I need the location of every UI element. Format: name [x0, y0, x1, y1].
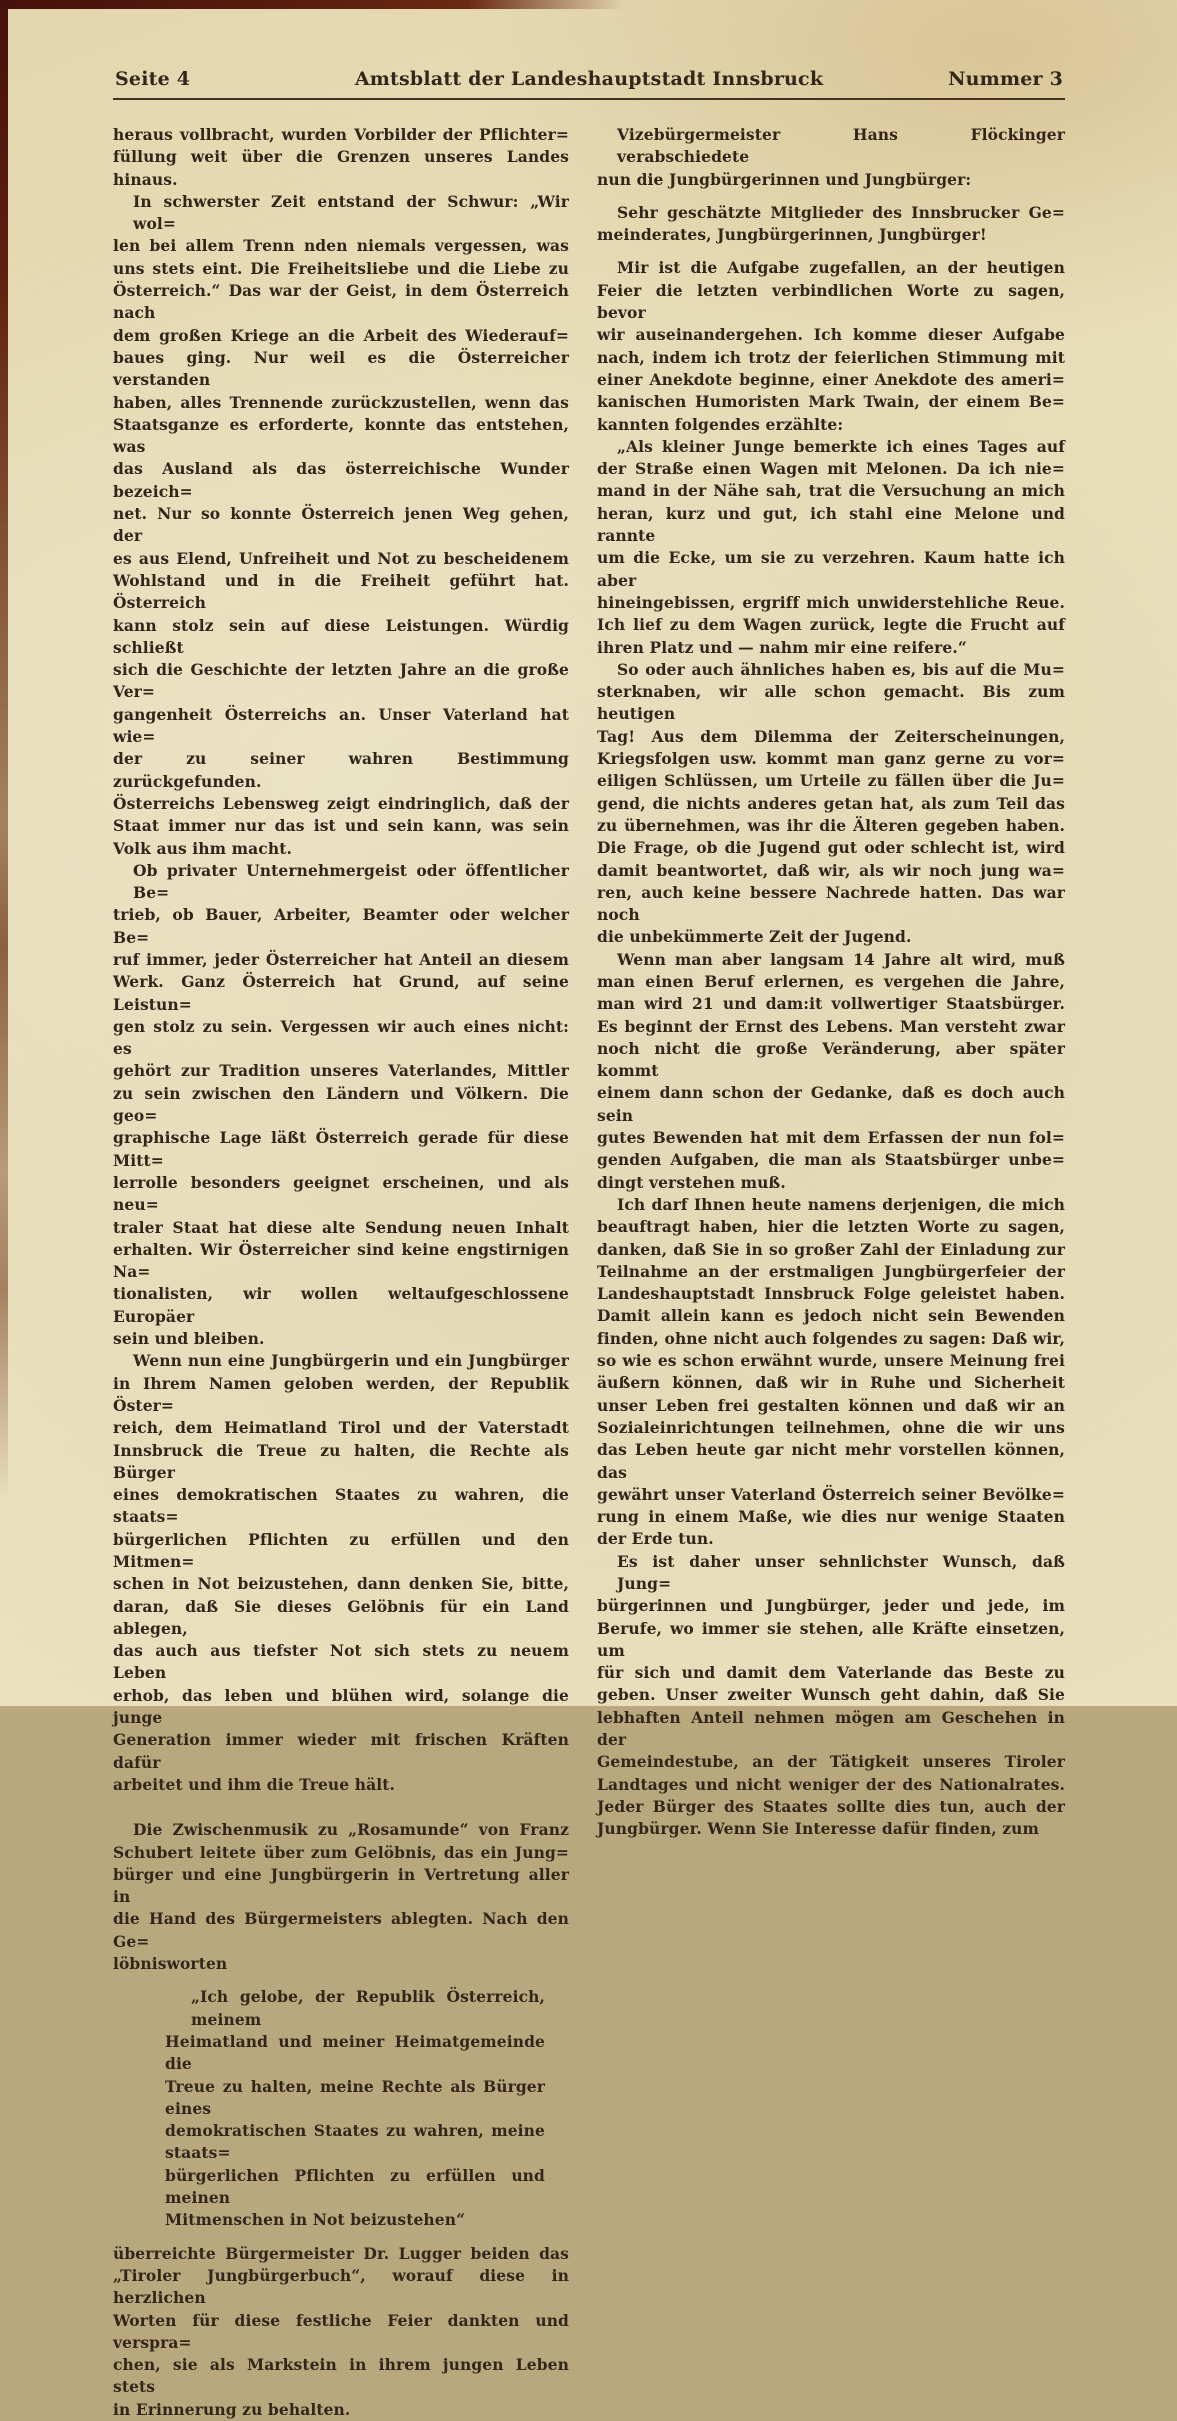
text-line: in Ihrem Namen geloben werden, der Republik Öster=: [113, 1373, 569, 1415]
paragraph: [597, 257, 1065, 435]
text-line: Heimatland und meiner Heimatgemeinde die: [165, 2031, 545, 2074]
text-line: für sich und damit dem Vaterlande das Beste zu: [597, 1663, 1065, 1683]
text-line: net. Nur so konnte Österreich jenen Weg gehen, der: [113, 504, 569, 546]
text-line: wir auseinandergehen. Ich komme dieser Aufgabe: [597, 325, 1065, 345]
text-line: Die Zwischenmusik zu „Rosamunde“ von Franz: [133, 1820, 569, 1840]
text-line: Gemeindestube, an der Tätigkeit unseres Tiroler: [597, 1752, 1065, 1772]
text-line: Landtages und nicht weniger der des Nationalrates.: [597, 1774, 1065, 1794]
text-line: tionalisten, wir wollen weltaufgeschlossene Europäer: [113, 1284, 569, 1326]
text-line: finden, ohne nicht auch folgendes zu sagen: Daß wir,: [597, 1328, 1065, 1348]
text-line: Werk. Ganz Österreich hat Grund, auf seine Leistun=: [113, 972, 569, 1014]
paragraph: [113, 1350, 569, 1796]
text-line: graphische Lage läßt Österreich gerade für diese Mitt=: [113, 1128, 569, 1170]
text-line: Österreich.“ Das war der Geist, in dem Österreich nach: [113, 281, 569, 323]
paragraph: [113, 124, 569, 191]
text-line: Wenn man aber langsam 14 Jahre alt wird, muß: [617, 949, 1065, 969]
text-line: der zu seiner wahren Bestimmung zurückgefunden.: [113, 749, 569, 791]
text-line: demokratischen Staates zu wahren, meine staats=: [165, 2121, 545, 2163]
paragraph: [597, 949, 1065, 1194]
text-line: Wenn nun eine Jungbürgerin und ein Jungbürger: [133, 1351, 569, 1371]
newspaper-title: Amtsblatt der Landeshauptstadt Innsbruck: [354, 68, 824, 90]
text-line: Staat immer nur das ist und sein kann, was sein: [113, 816, 569, 836]
text-line: kannten folgendes erzählte:: [597, 414, 844, 434]
text-line: zu sein zwischen den Ländern und Völkern. Die geo=: [113, 1083, 569, 1126]
paragraph: [165, 1986, 545, 2231]
text-line: Es beginnt der Ernst des Lebens. Man versteht zwar: [597, 1016, 1065, 1036]
text-line: In schwerster Zeit entstand der Schwur: „Wir wol=: [133, 191, 569, 234]
text-line: mand in der Nähe sah, trat die Versuchung an mich: [597, 481, 1065, 501]
text-line: gend, die nichts anderes getan hat, als zum Teil das: [597, 793, 1065, 813]
text-line: sein und bleiben.: [113, 1329, 265, 1349]
paragraph: [597, 1194, 1065, 1551]
text-line: lebhaften Anteil nehmen mögen am Geschehen in der: [597, 1707, 1065, 1750]
text-line: trieb, ob Bauer, Arbeiter, Beamter oder welcher Be=: [113, 905, 569, 947]
text-line: uns stets eint. Die Freiheitsliebe und die Liebe zu: [113, 258, 569, 278]
text-line: traler Staat hat diese alte Sendung neuen Inhalt: [113, 1217, 569, 1237]
column-left: [113, 124, 569, 2421]
text-line: „Als kleiner Junge bemerkte ich eines Tages auf: [617, 436, 1065, 456]
text-line: füllung weit über die Grenzen unseres Landes: [113, 147, 569, 167]
text-line: gangenheit Österreichs an. Unser Vaterland hat wie=: [113, 704, 569, 747]
text-line: der Erde tun.: [597, 1529, 714, 1549]
text-line: so wie es schon erwähnt wurde, unsere Meinung frei: [597, 1351, 1065, 1371]
text-line: einer Anekdote beginne, einer Anekdote des ameri=: [597, 369, 1065, 389]
text-line: gehört zur Tradition unseres Vaterlandes, Mittler: [113, 1061, 569, 1081]
text-line: man einen Beruf erlernen, es vergehen die Jahre,: [597, 971, 1065, 991]
text-line: hinaus.: [113, 169, 178, 189]
page-number-label: Seite 4: [115, 68, 191, 90]
text-line: noch nicht die große Veränderung, aber später kommt: [597, 1038, 1065, 1081]
text-line: So oder auch ähnliches haben es, bis auf die Mu=: [617, 659, 1065, 679]
text-line: Ich lief zu dem Wagen zurück, legte die Frucht auf: [597, 615, 1065, 635]
text-line: bürgerinnen und Jungbürger, jeder und jede, im: [597, 1596, 1065, 1616]
text-line: Teilnahme an der erstmaligen Jungbürgerfeier der: [597, 1261, 1065, 1281]
text-line: das auch aus tiefster Not sich stets zu neuem Leben: [113, 1641, 569, 1683]
column-right: [597, 124, 1065, 2421]
text-line: Feier die letzten verbindlichen Worte zu sagen, bevor: [597, 280, 1065, 323]
text-line: Mitmenschen in Not beizustehen“: [165, 2210, 466, 2230]
text-line: das Ausland als das österreichische Wunder bezeich=: [113, 459, 569, 501]
text-line: Innsbruck die Treue zu halten, die Rechte als Bürger: [113, 1440, 569, 1482]
paragraph: [113, 1819, 569, 1975]
text-line: Tag! Aus dem Dilemma der Zeiterscheinungen,: [597, 726, 1065, 746]
paragraph: [113, 2243, 569, 2421]
text-line: dingt verstehen muß.: [597, 1172, 786, 1192]
text-line: dem großen Kriege an die Arbeit des Wiederauf=: [113, 325, 569, 345]
scan-edge-top: [0, 0, 625, 9]
text-line: Wohlstand und in die Freiheit geführt hat. Österreich: [113, 570, 569, 613]
masthead: [113, 68, 1065, 100]
text-line: chen, sie als Markstein in ihrem jungen Leben stets: [113, 2355, 569, 2397]
text-line: in Erinnerung zu behalten.: [113, 2399, 351, 2419]
paragraph: [597, 124, 1065, 191]
text-line: Vizebürgermeister Hans Flöckinger verabschiedete: [617, 125, 1065, 167]
text-line: die unbekümmerte Zeit der Jugend.: [597, 927, 912, 947]
text-line: erhalten. Wir Österreicher sind keine engstirnigen Na=: [113, 1239, 569, 1282]
text-line: um die Ecke, um sie zu verzehren. Kaum hatte ich aber: [597, 548, 1065, 590]
text-line: gutes Bewenden hat mit dem Erfassen der nun fol=: [597, 1128, 1065, 1148]
text-line: reich, dem Heimatland Tirol und der Vaterstadt: [113, 1418, 569, 1438]
scan-edge-left: [0, 0, 8, 1500]
text-line: Jungbürger. Wenn Sie Interesse dafür finden, zum: [597, 1819, 1040, 1839]
text-line: sich die Geschichte der letzten Jahre an die große Ver=: [113, 660, 569, 702]
text-line: kanischen Humoristen Mark Twain, der einem Be=: [597, 392, 1065, 412]
text-line: eiligen Schlüssen, um Urteile zu fällen über die Ju=: [597, 771, 1065, 791]
text-line: gewährt unser Vaterland Österreich seiner Bevölke=: [597, 1484, 1065, 1504]
text-line: Generation immer wieder mit frischen Kräften dafür: [113, 1730, 569, 1772]
text-line: Es ist daher unser sehnlichster Wunsch, daß Jung=: [617, 1551, 1065, 1593]
text-columns: [113, 124, 1065, 2421]
text-line: arbeitet und ihm die Treue hält.: [113, 1774, 396, 1794]
text-line: haben, alles Trennende zurückzustellen, wenn das: [113, 392, 569, 412]
text-line: Damit allein kann es jedoch nicht sein Bewenden: [597, 1306, 1065, 1326]
text-line: sterknaben, wir alle schon gemacht. Bis zum heutigen: [597, 682, 1065, 724]
text-line: heran, kurz und gut, ich stahl eine Melone und rannte: [597, 503, 1065, 546]
text-line: geben. Unser zweiter Wunsch geht dahin, daß Sie: [597, 1685, 1065, 1705]
text-line: Sehr geschätzte Mitglieder des Innsbrucker Ge=: [617, 202, 1065, 222]
text-line: kann stolz sein auf diese Leistungen. Würdig schließt: [113, 615, 569, 657]
text-line: Die Frage, ob die Jugend gut oder schlecht ist, wird: [597, 838, 1065, 858]
text-line: meinderates, Jungbürgerinnen, Jungbürger!: [597, 225, 987, 245]
paragraph: [597, 202, 1065, 247]
text-line: baues ging. Nur weil es die Österreicher verstanden: [113, 347, 569, 390]
text-line: rung in einem Maße, wie dies nur wenige Staaten: [597, 1507, 1065, 1527]
text-line: das Leben heute gar nicht mehr vorstellen können, das: [597, 1440, 1065, 1482]
text-line: Jeder Bürger des Staates sollte dies tun, auch der: [597, 1796, 1065, 1816]
text-line: äußern können, daß wir in Ruhe und Sicherheit: [597, 1373, 1065, 1393]
text-line: Kriegsfolgen usw. kommt man ganz gerne zu vor=: [597, 749, 1065, 769]
text-line: unser Leben frei gestalten können und daß wir an: [597, 1395, 1065, 1415]
text-line: „Ich gelobe, der Republik Österreich, meinem: [191, 1987, 545, 2029]
text-line: Berufe, wo immer sie stehen, alle Kräfte einsetzen, um: [597, 1618, 1065, 1660]
paragraph: [113, 860, 569, 1351]
text-line: Treue zu halten, meine Rechte als Bürger eines: [165, 2076, 545, 2118]
text-line: die Hand des Bürgermeisters ablegten. Nach den Ge=: [113, 1909, 569, 1951]
paragraph: [597, 436, 1065, 659]
issue-number-label: Nummer 3: [948, 68, 1063, 90]
text-line: Landeshauptstadt Innsbruck Folge geleistet haben.: [597, 1284, 1065, 1304]
text-line: bürgerlichen Pflichten zu erfüllen und meinen: [165, 2165, 545, 2208]
text-line: Worten für diese festliche Feier dankten und verspra=: [113, 2310, 569, 2352]
text-line: hineingebissen, ergriff mich unwiderstehliche Reue.: [597, 592, 1065, 612]
text-line: bürger und eine Jungbürgerin in Vertretung aller in: [113, 1864, 569, 1907]
text-line: daran, daß Sie dieses Gelöbnis für ein Land ablegen,: [113, 1596, 569, 1638]
text-line: zu übernehmen, was ihr die Älteren gegeben haben.: [597, 815, 1065, 835]
text-line: eines demokratischen Staates zu wahren, die staats=: [113, 1485, 569, 1527]
text-line: ihren Platz und — nahm mir eine reifere.“: [597, 637, 967, 657]
text-line: der Straße einen Wagen mit Melonen. Da ich nie=: [597, 459, 1065, 479]
text-line: Volk aus ihm macht.: [113, 838, 292, 858]
text-line: nun die Jungbürgerinnen und Jungbürger:: [597, 169, 972, 189]
text-line: Sozialeinrichtungen teilnehmen, ohne die wir uns: [597, 1417, 1065, 1437]
text-line: ren, auch keine bessere Nachrede hatten. Das war noch: [597, 882, 1065, 925]
text-line: ruf immer, jeder Österreicher hat Anteil an diesem: [113, 949, 569, 969]
text-line: heraus vollbracht, wurden Vorbilder der Pflichter=: [113, 125, 569, 144]
text-line: Ob privater Unternehmergeist oder öffentlicher Be=: [133, 860, 569, 903]
text-line: Ich darf Ihnen heute namens derjenigen, die mich: [617, 1194, 1065, 1214]
text-line: Mir ist die Aufgabe zugefallen, an der heutigen: [617, 258, 1065, 278]
text-line: einem dann schon der Gedanke, daß es doch auch sein: [597, 1083, 1065, 1125]
text-line: lerrolle besonders geeignet erscheinen, und als neu=: [113, 1172, 569, 1215]
text-line: gen stolz zu sein. Vergessen wir auch eines nicht: es: [113, 1016, 569, 1059]
paragraph: [113, 191, 569, 860]
text-line: „Tiroler Jungbürgerbuch“, worauf diese in herzlichen: [113, 2265, 569, 2308]
text-line: bürgerlichen Pflichten zu erfüllen und den Mitmen=: [113, 1529, 569, 1571]
text-line: Schubert leitete über zum Gelöbnis, das ein Jung=: [113, 1842, 569, 1862]
text-line: genden Aufgaben, die man als Staatsbürger unbe=: [597, 1150, 1065, 1170]
text-line: Staatsganze es erforderte, konnte das entstehen, was: [113, 414, 569, 457]
paragraph: [597, 1551, 1065, 1841]
text-line: überreichte Bürgermeister Dr. Lugger beiden das: [113, 2243, 569, 2263]
page-content: [113, 68, 1065, 2421]
text-line: beauftragt haben, hier die letzten Worte zu sagen,: [597, 1217, 1065, 1237]
paragraph: [597, 659, 1065, 949]
text-line: schen in Not beizustehen, dann denken Sie, bitte,: [113, 1574, 569, 1594]
text-line: danken, daß Sie in so großer Zahl der Einladung zur: [597, 1239, 1065, 1259]
text-line: löbnisworten: [113, 1954, 228, 1974]
text-line: man wird 21 und dam:it vollwertiger Staatsbürger.: [597, 994, 1065, 1014]
text-line: es aus Elend, Unfreiheit und Not zu bescheidenem: [113, 548, 569, 568]
text-line: nach, indem ich trotz der feierlichen Stimmung mit: [597, 347, 1065, 367]
text-line: erhob, das leben und blühen wird, solange die junge: [113, 1685, 569, 1728]
text-line: damit beantwortet, daß wir, als wir noch jung wa=: [597, 860, 1065, 880]
text-line: len bei allem Trenn nden niemals vergessen, was: [113, 236, 569, 256]
text-line: Österreichs Lebensweg zeigt eindringlich, daß der: [113, 793, 569, 813]
